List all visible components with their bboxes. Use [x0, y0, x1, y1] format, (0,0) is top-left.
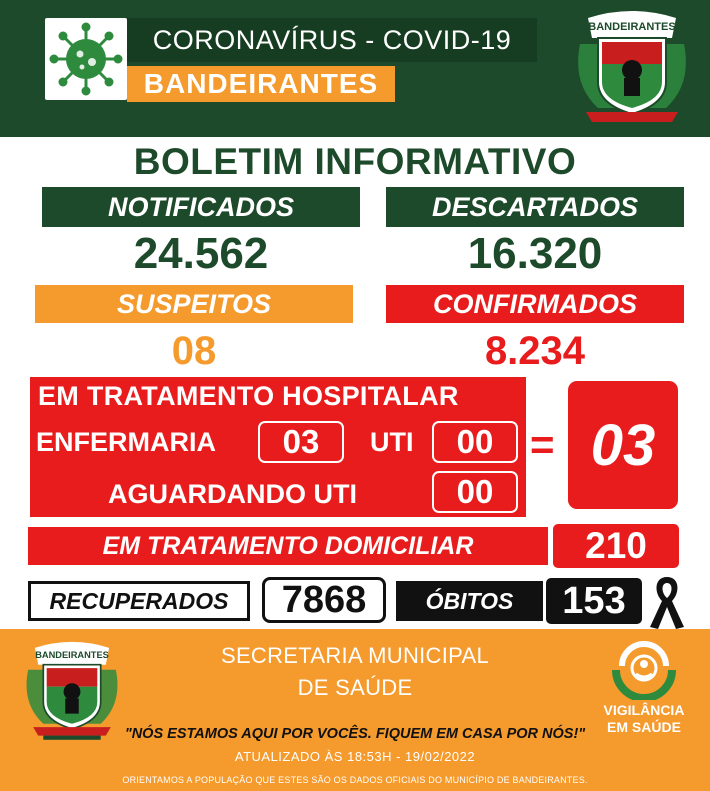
recuperados-label: RECUPERADOS [28, 581, 250, 621]
obitos-label: ÓBITOS [396, 581, 543, 621]
hospital-title: EM TRATAMENTO HOSPITALAR [38, 381, 459, 411]
mourning-ribbon-icon [646, 573, 688, 631]
slogan-quote: "NÓS ESTAMOS AQUI POR VOCÊS. FIQUEM EM CASA POR NÓS!" [124, 726, 586, 742]
enfermaria-label: ENFERMARIA [36, 427, 216, 457]
confirmados-value: 8.234 [484, 329, 586, 373]
header-title: CORONAVÍRUS - COVID-19 [127, 18, 537, 62]
bulletin-title: BOLETIM INFORMATIVO [133, 141, 577, 182]
updated-timestamp: ATUALIZADO ÀS 18:53H - 19/02/2022 [234, 749, 476, 764]
aguardando-uti-value: 00 [432, 471, 518, 513]
vigilancia-label-line-1: VIGILÂNCIA [603, 702, 685, 718]
enfermaria-value: 03 [258, 421, 344, 463]
city-name: BANDEIRANTES [127, 66, 395, 102]
vigilancia-logo-icon [596, 640, 692, 700]
vigilancia-label-line-2: EM SAÚDE [607, 719, 681, 735]
confirmados-label: CONFIRMADOS [386, 285, 684, 323]
crest-footer-banner-text: BANDEIRANTES [35, 649, 109, 660]
equals-sign: = [530, 421, 555, 468]
obitos-value: 153 [546, 578, 642, 624]
domiciliar-label: EM TRATAMENTO DOMICILIAR [28, 527, 548, 565]
suspeitos-value: 08 [171, 329, 217, 373]
city-crest-icon [568, 4, 696, 132]
virus-icon-panel [45, 18, 127, 100]
crest-banner-text: BANDEIRANTES [588, 21, 676, 33]
suspeitos-label: SUSPEITOS [35, 285, 353, 323]
uti-label: UTI [370, 427, 414, 457]
orientation-notice: ORIENTAMOS A POPULAÇÃO QUE ESTES SÃO OS DADOS OFICIAIS DO MUNICÍPIO DE BANDEIRANTES. [122, 775, 588, 785]
secretaria-line-1: SECRETARIA MUNICIPAL [220, 643, 489, 668]
notificados-label: NOTIFICADOS [42, 187, 360, 227]
domiciliar-value: 210 [553, 524, 679, 568]
descartados-label: DESCARTADOS [386, 187, 684, 227]
recuperados-value: 7868 [262, 577, 386, 623]
aguardando-uti-label: AGUARDANDO UTI [108, 479, 357, 509]
virus-icon [45, 18, 127, 100]
uti-value: 00 [432, 421, 518, 463]
hospital-total: 03 [568, 381, 678, 509]
notificados-value: 24.562 [133, 229, 269, 278]
secretaria-line-2: DE SAÚDE [297, 675, 413, 700]
descartados-value: 16.320 [467, 229, 603, 278]
